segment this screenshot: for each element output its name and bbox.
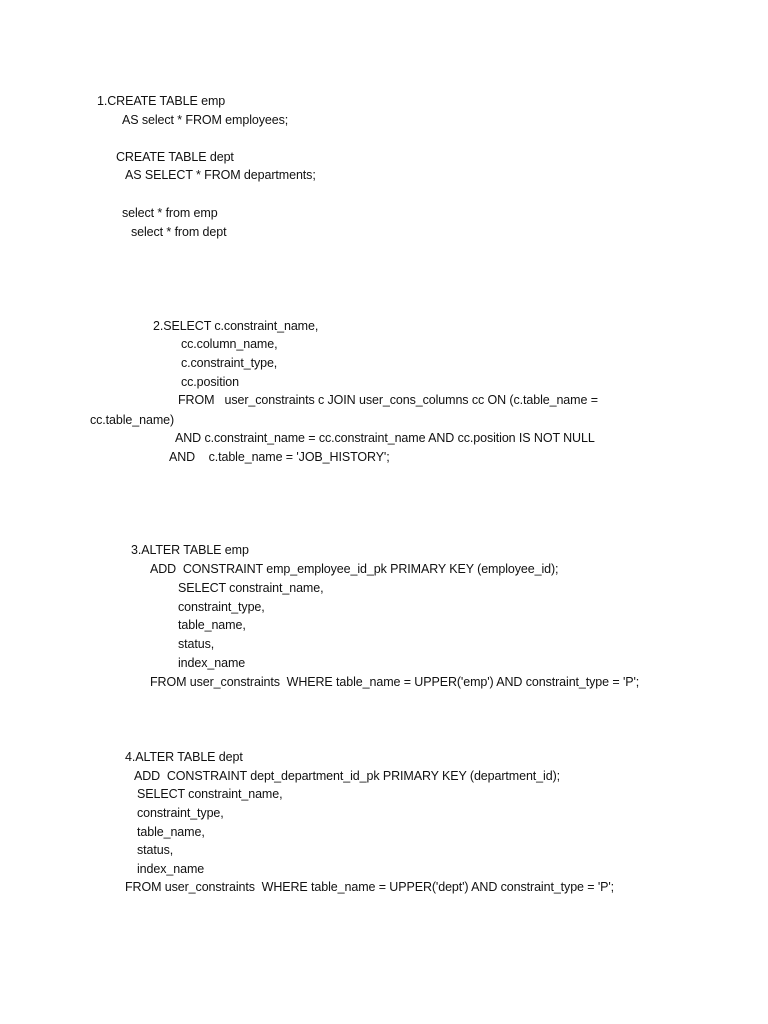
s3-line-index-name: index_name (178, 656, 246, 670)
s4-line-constraint-type: constraint_type, (137, 806, 224, 820)
s2-line-position: cc.position (181, 375, 239, 389)
s4-line-select: SELECT constraint_name, (137, 787, 283, 801)
s3-line-alter-emp: 3.ALTER TABLE emp (131, 543, 249, 557)
s1-line-create-emp: 1.CREATE TABLE emp (97, 94, 226, 108)
s3-line-status: status, (178, 637, 215, 651)
s4-line-table-name: table_name, (137, 825, 205, 839)
s2-line-table-name-cont: cc.table_name) (90, 413, 175, 427)
s2-line-and-job-history: AND c.table_name = 'JOB_HISTORY'; (169, 450, 390, 464)
s2-line-column-name: cc.column_name, (181, 337, 278, 351)
s4-line-add-constraint: ADD CONSTRAINT dept_department_id_pk PRIMARY KEY (department_id); (134, 769, 560, 783)
s4-line-from-where: FROM user_constraints WHERE table_name = UPPER('dept') AND constraint_type = 'P'; (125, 880, 615, 894)
s3-line-constraint-type: constraint_type, (178, 600, 265, 614)
s1-line-create-dept: CREATE TABLE dept (116, 150, 234, 164)
s4-line-index-name: index_name (137, 862, 205, 876)
s3-line-select: SELECT constraint_name, (178, 581, 324, 595)
s1-line-as-employees: AS select * FROM employees; (122, 113, 289, 127)
s1-line-as-departments: AS SELECT * FROM departments; (125, 168, 316, 182)
s4-line-alter-dept: 4.ALTER TABLE dept (125, 750, 243, 764)
s3-line-table-name: table_name, (178, 618, 246, 632)
s3-line-from-where: FROM user_constraints WHERE table_name = UPPER('emp') AND constraint_type = 'P'; (150, 675, 640, 689)
s4-line-status: status, (137, 843, 174, 857)
s1-line-select-dept: select * from dept (131, 225, 227, 239)
s2-line-select: 2.SELECT c.constraint_name, (153, 319, 319, 333)
s2-line-from-join: FROM user_constraints c JOIN user_cons_columns cc ON (c.table_name = (178, 393, 598, 407)
s2-line-and-constraint: AND c.constraint_name = cc.constraint_name AND cc.position IS NOT NULL (175, 431, 595, 445)
s1-line-select-emp: select * from emp (122, 206, 218, 220)
s3-line-add-constraint: ADD CONSTRAINT emp_employee_id_pk PRIMARY KEY (employee_id); (150, 562, 559, 576)
s2-line-constraint-type: c.constraint_type, (181, 356, 278, 370)
